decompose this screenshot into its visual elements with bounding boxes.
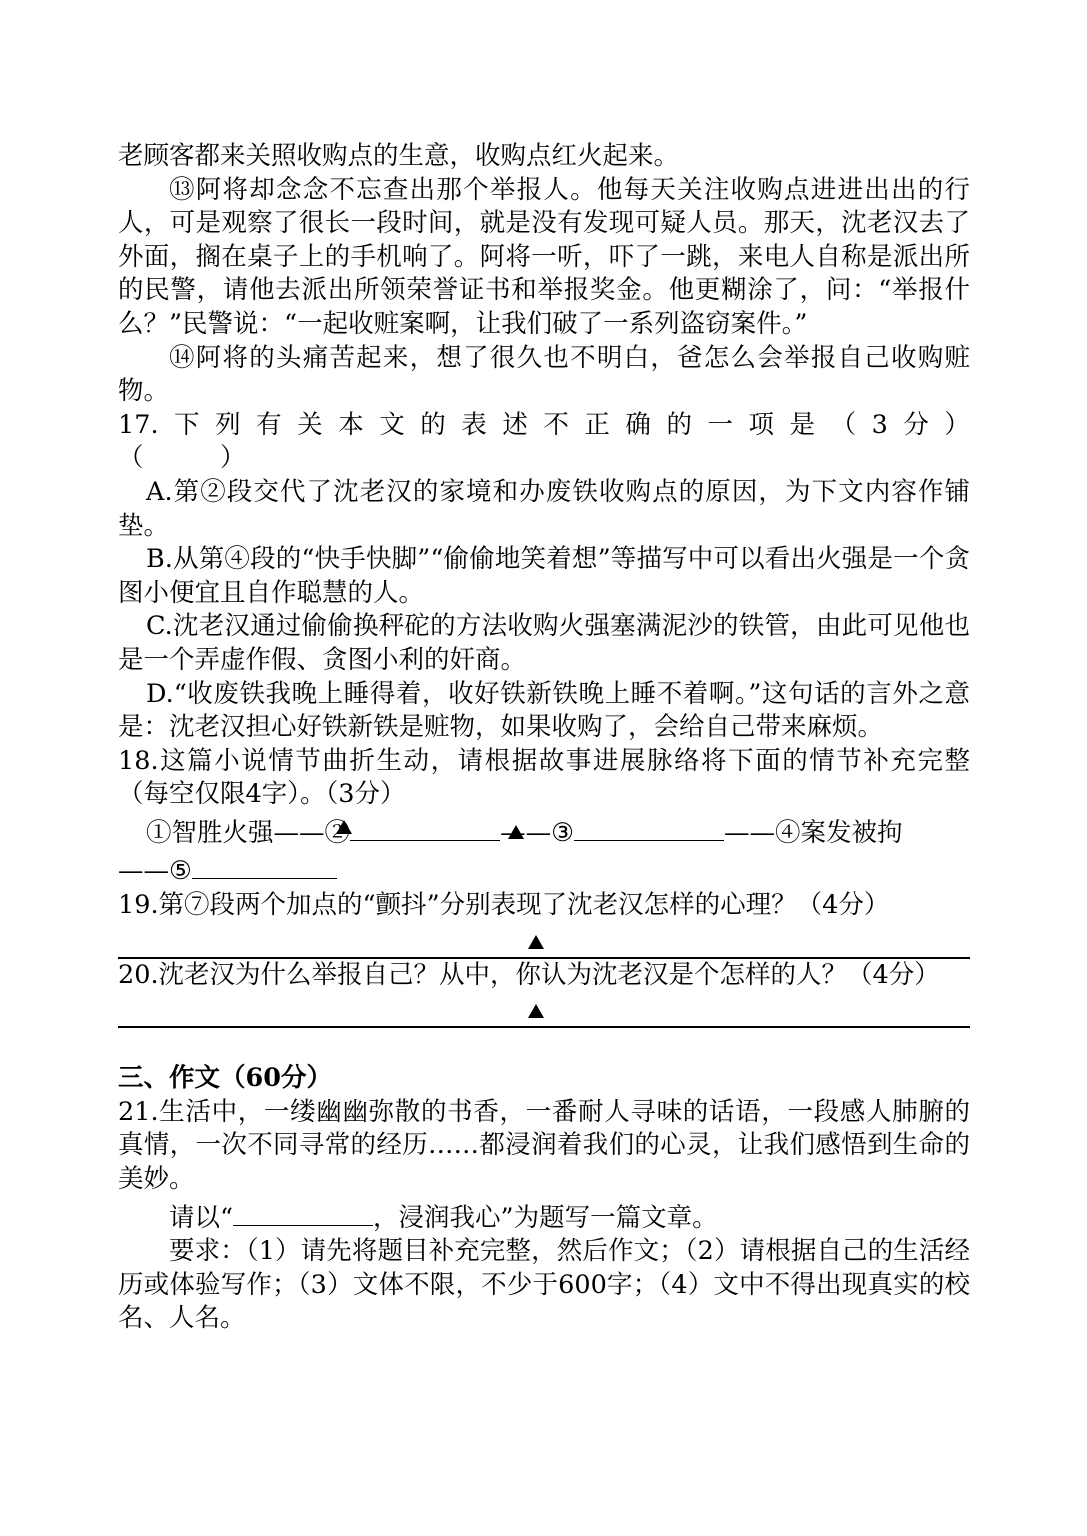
question-18-plot-chain: ①智胜火强——② ——③ ——④案发被拘 bbox=[118, 812, 970, 851]
question-21-stem: 21.生活中，一缕幽幽弥散的书香，一番耐人寻味的话语，一段感人肺腑的真情，一次不同寻常的经历……都浸润着我们的心灵，让我们感悟到生命的美妙。 bbox=[118, 1096, 970, 1195]
question-18-plot-chain-cont: ——⑤ bbox=[118, 850, 970, 889]
question-17-option-a: A.第②段交代了沈老汉的家境和办废铁收购点的原因，为下文内容作铺垫。 bbox=[118, 476, 970, 541]
question-17-answer-paren[interactable]: （ ） bbox=[118, 443, 246, 474]
story-paragraph-13: ⑬阿将却念念不忘查出那个举报人。他每天关注收购点进进出出的行人，可是观察了很长一段时间，就是没有发现可疑人员。那天，沈老汉去了外面，搁在桌子上的手机响了。阿将一听，吓了一跳，来电人自称是派出所的民警，请他去派出所领荣誉证书和举报奖金。他更糊涂了，问：“举报什么？”民警说：“一起收赃案啊，让我们破了一系列盗窃案件。” bbox=[118, 174, 970, 339]
answer-marker-icon bbox=[336, 820, 352, 834]
question-17-option-b: B.从第④段的“快手快脚”“偷偷地笑着想”等描写中可以看出火强是一个贪图小便宜且自作聪慧的人。 bbox=[118, 544, 970, 608]
answer-marker-icon bbox=[508, 825, 524, 839]
document-page bbox=[118, 140, 970, 1336]
plot-blank-5[interactable] bbox=[192, 850, 337, 879]
question-20-stem: 20.沈老汉为什么举报自己？从中，你认为沈老汉是个怎样的人？（4分） bbox=[118, 959, 940, 990]
story-paragraph-12-tail: 老顾客都来关照收购点的生意，收购点红火起来。 bbox=[118, 141, 680, 171]
story-paragraph-14: ⑭阿将的头痛苦起来，想了很久也不明白，爸怎么会举报自己收购赃物。 bbox=[118, 342, 970, 407]
answer-marker-icon bbox=[528, 935, 544, 949]
question-19-stem: 19.第⑦段两个加点的“颤抖”分别表现了沈老汉怎样的心理？（4分） bbox=[118, 890, 890, 921]
question-17-option-d: D.“收废铁我晚上睡得着，收好铁新铁晚上睡不着啊。”这句话的言外之意是：沈老汉担心好铁新铁是赃物，如果收购了，会给自己带来麻烦。 bbox=[118, 678, 970, 743]
question-19-answer-line[interactable] bbox=[118, 923, 970, 959]
answer-marker-icon bbox=[528, 1004, 544, 1018]
question-18-stem: 18.这篇小说情节曲折生动，请根据故事进展脉络将下面的情节补充完整（每空仅限4字）。（3分） bbox=[118, 745, 970, 810]
essay-title-blank[interactable] bbox=[233, 1197, 373, 1226]
question-21-requirements: 要求：（1）请先将题目补充完整，然后作文；（2）请根据自己的生活经历或体验写作；（3）文体不限，不少于600字；（4）文中不得出现真实的校名、人名。 bbox=[118, 1236, 970, 1334]
question-17-stem: 17. 下 列 有 关 本 文 的 表 述 不 正 确 的 一 项 是 （ 3 分 ） bbox=[118, 409, 970, 440]
plot-blank-2[interactable] bbox=[350, 812, 500, 841]
question-20-answer-line[interactable] bbox=[118, 992, 970, 1028]
section-3-title: 三、作文（60分） bbox=[118, 1063, 332, 1094]
question-21-prompt: 请以“ ，浸润我心”为题写一篇文章。 bbox=[118, 1197, 970, 1236]
plot-blank-3[interactable] bbox=[574, 812, 724, 841]
question-17-option-c: C.沈老汉通过偷偷换秤砣的方法收购火强塞满泥沙的铁管，由此可见他也是一个弄虚作假、贪图小利的奸商。 bbox=[118, 611, 970, 675]
